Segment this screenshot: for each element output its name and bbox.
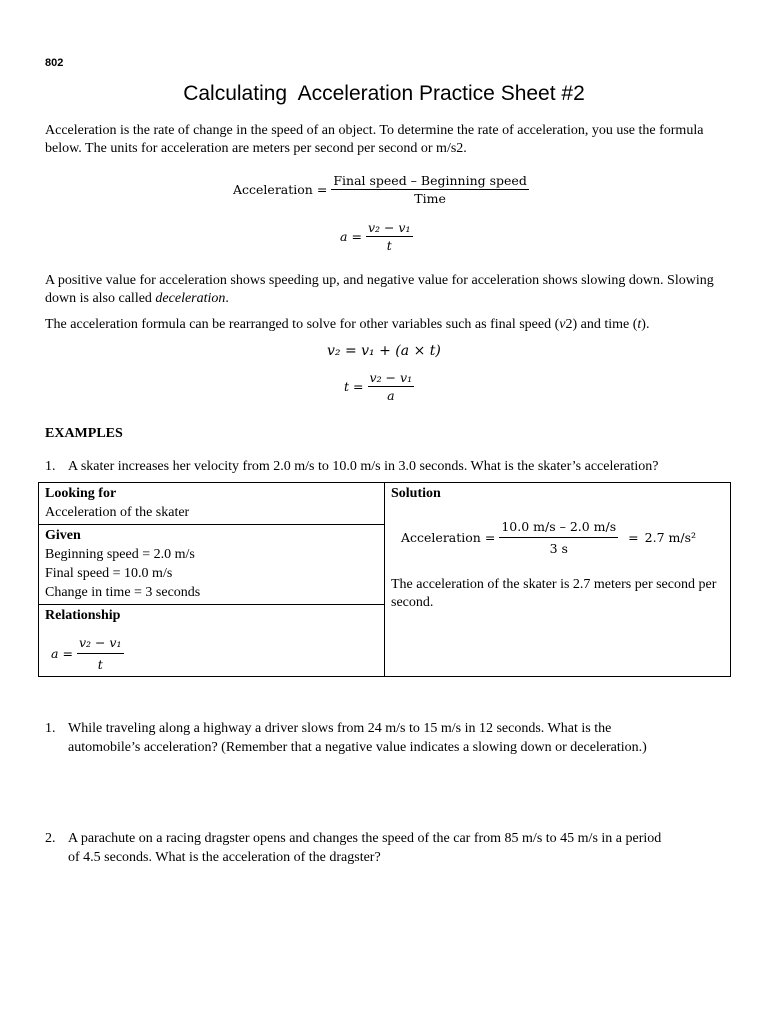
example-question-1 [45, 457, 658, 476]
given-item: Beginning speed = 2.0 m/s [45, 547, 195, 562]
formula-denominator: a [387, 388, 395, 403]
formula-lhs: a [340, 229, 348, 244]
given-cell [39, 525, 385, 605]
formula-numerator: v₂ − v₁ [369, 370, 413, 385]
question-number: 1. [45, 721, 56, 736]
intro-paragraph: Acceleration is the rate of change in the speed of an object. To determine the rate of acceleration, you use the formula below. The units for acceleration are meters per second per second or m/s2. [45, 123, 704, 156]
formula-lhs: t [344, 379, 350, 394]
relationship-label: Relationship [45, 608, 121, 623]
question-line: A parachute on a racing dragster opens and changes the speed of the car from 85 m/s to 45 m/s in a period [68, 831, 662, 846]
solution-eq-equals-2: = [628, 530, 639, 545]
time-formula [344, 370, 418, 403]
positive-negative-paragraph [45, 272, 725, 308]
relationship-equals: = [62, 646, 73, 661]
relationship-numerator: v₂ − v₁ [77, 633, 124, 654]
solution-text: The acceleration of the skater is 2.7 meters per second per second. [391, 577, 717, 610]
deceleration-term: deceleration [155, 291, 226, 306]
given-item: Final speed = 10.0 m/s [45, 566, 173, 581]
looking-for-cell [39, 483, 385, 525]
question-number: 1. [45, 459, 56, 474]
solution-cell [385, 483, 731, 677]
var-v: v [559, 317, 566, 332]
given-label: Given [45, 528, 81, 543]
formula-equals: = [316, 182, 328, 197]
example-table [38, 482, 731, 677]
formula-numerator: v₂ − v₁ [367, 220, 411, 235]
paragraph-text-mid: 2) and time ( [565, 317, 638, 332]
paragraph-text-end: . [225, 291, 229, 306]
final-speed-formula: v₂ = v₁ + (a × t) [327, 343, 441, 359]
solution-result: 2.7 m/s² [644, 530, 696, 545]
formula-denominator: t [386, 238, 392, 253]
relationship-fraction [77, 633, 124, 674]
given-item: Change in time = 3 seconds [45, 585, 201, 600]
solution-equation [401, 517, 724, 558]
paragraph-text: A positive value for acceleration shows speeding up, and negative value for acceleration shows slowing down. Slowing down is also called [45, 273, 714, 306]
looking-for-value: Acceleration of the skater [45, 505, 190, 520]
relationship-equation [51, 633, 378, 674]
formula-numerator: Final speed – Beginning speed [333, 173, 527, 188]
relationship-denominator: t [97, 657, 103, 672]
question-number: 2. [45, 831, 56, 846]
paragraph-text-end: ). [641, 317, 650, 332]
acceleration-symbol-formula [340, 220, 417, 253]
rearrange-paragraph [45, 316, 725, 334]
solution-eq-equals: = [484, 530, 496, 545]
question-line-2: of 4.5 seconds. What is the acceleration of the dragster? [68, 850, 381, 865]
examples-heading: EXAMPLES [45, 426, 123, 441]
formula-fraction [331, 173, 528, 206]
formula-label: Acceleration [233, 182, 313, 197]
acceleration-word-formula [233, 173, 533, 206]
formula-equals: = [351, 229, 362, 244]
var-t: t [637, 317, 642, 332]
practice-question-1 [45, 719, 647, 757]
relationship-cell [39, 605, 385, 677]
formula-denominator: Time [414, 191, 446, 206]
question-line: While traveling along a highway a driver slows from 24 m/s to 15 m/s in 12 seconds. What is the [68, 721, 612, 736]
question-text: A skater increases her velocity from 2.0 m/s to 10.0 m/s in 3.0 seconds. What is the skater’s acceleration? [68, 459, 659, 474]
solution-denominator: 3 s [549, 541, 568, 556]
question-line-2: automobile’s acceleration? (Remember that a negative value indicates a slowing down or deceleration.) [68, 740, 647, 755]
practice-question-2 [45, 829, 661, 867]
relationship-lhs: a [51, 646, 59, 661]
solution-eq-label: Acceleration [401, 530, 481, 545]
page-title: Calculating Acceleration Practice Sheet #2 [183, 82, 585, 105]
formula-fraction [368, 370, 415, 403]
looking-for-label: Looking for [45, 486, 117, 501]
solution-fraction [499, 517, 618, 558]
formula-equals: = [353, 379, 364, 394]
solution-numerator: 10.0 m/s – 2.0 m/s [499, 517, 618, 538]
formula-fraction [366, 220, 413, 253]
solution-label: Solution [391, 486, 441, 501]
sheet-code: 802 [45, 57, 64, 69]
paragraph-text: The acceleration formula can be rearranged to solve for other variables such as final speed ( [45, 317, 560, 332]
